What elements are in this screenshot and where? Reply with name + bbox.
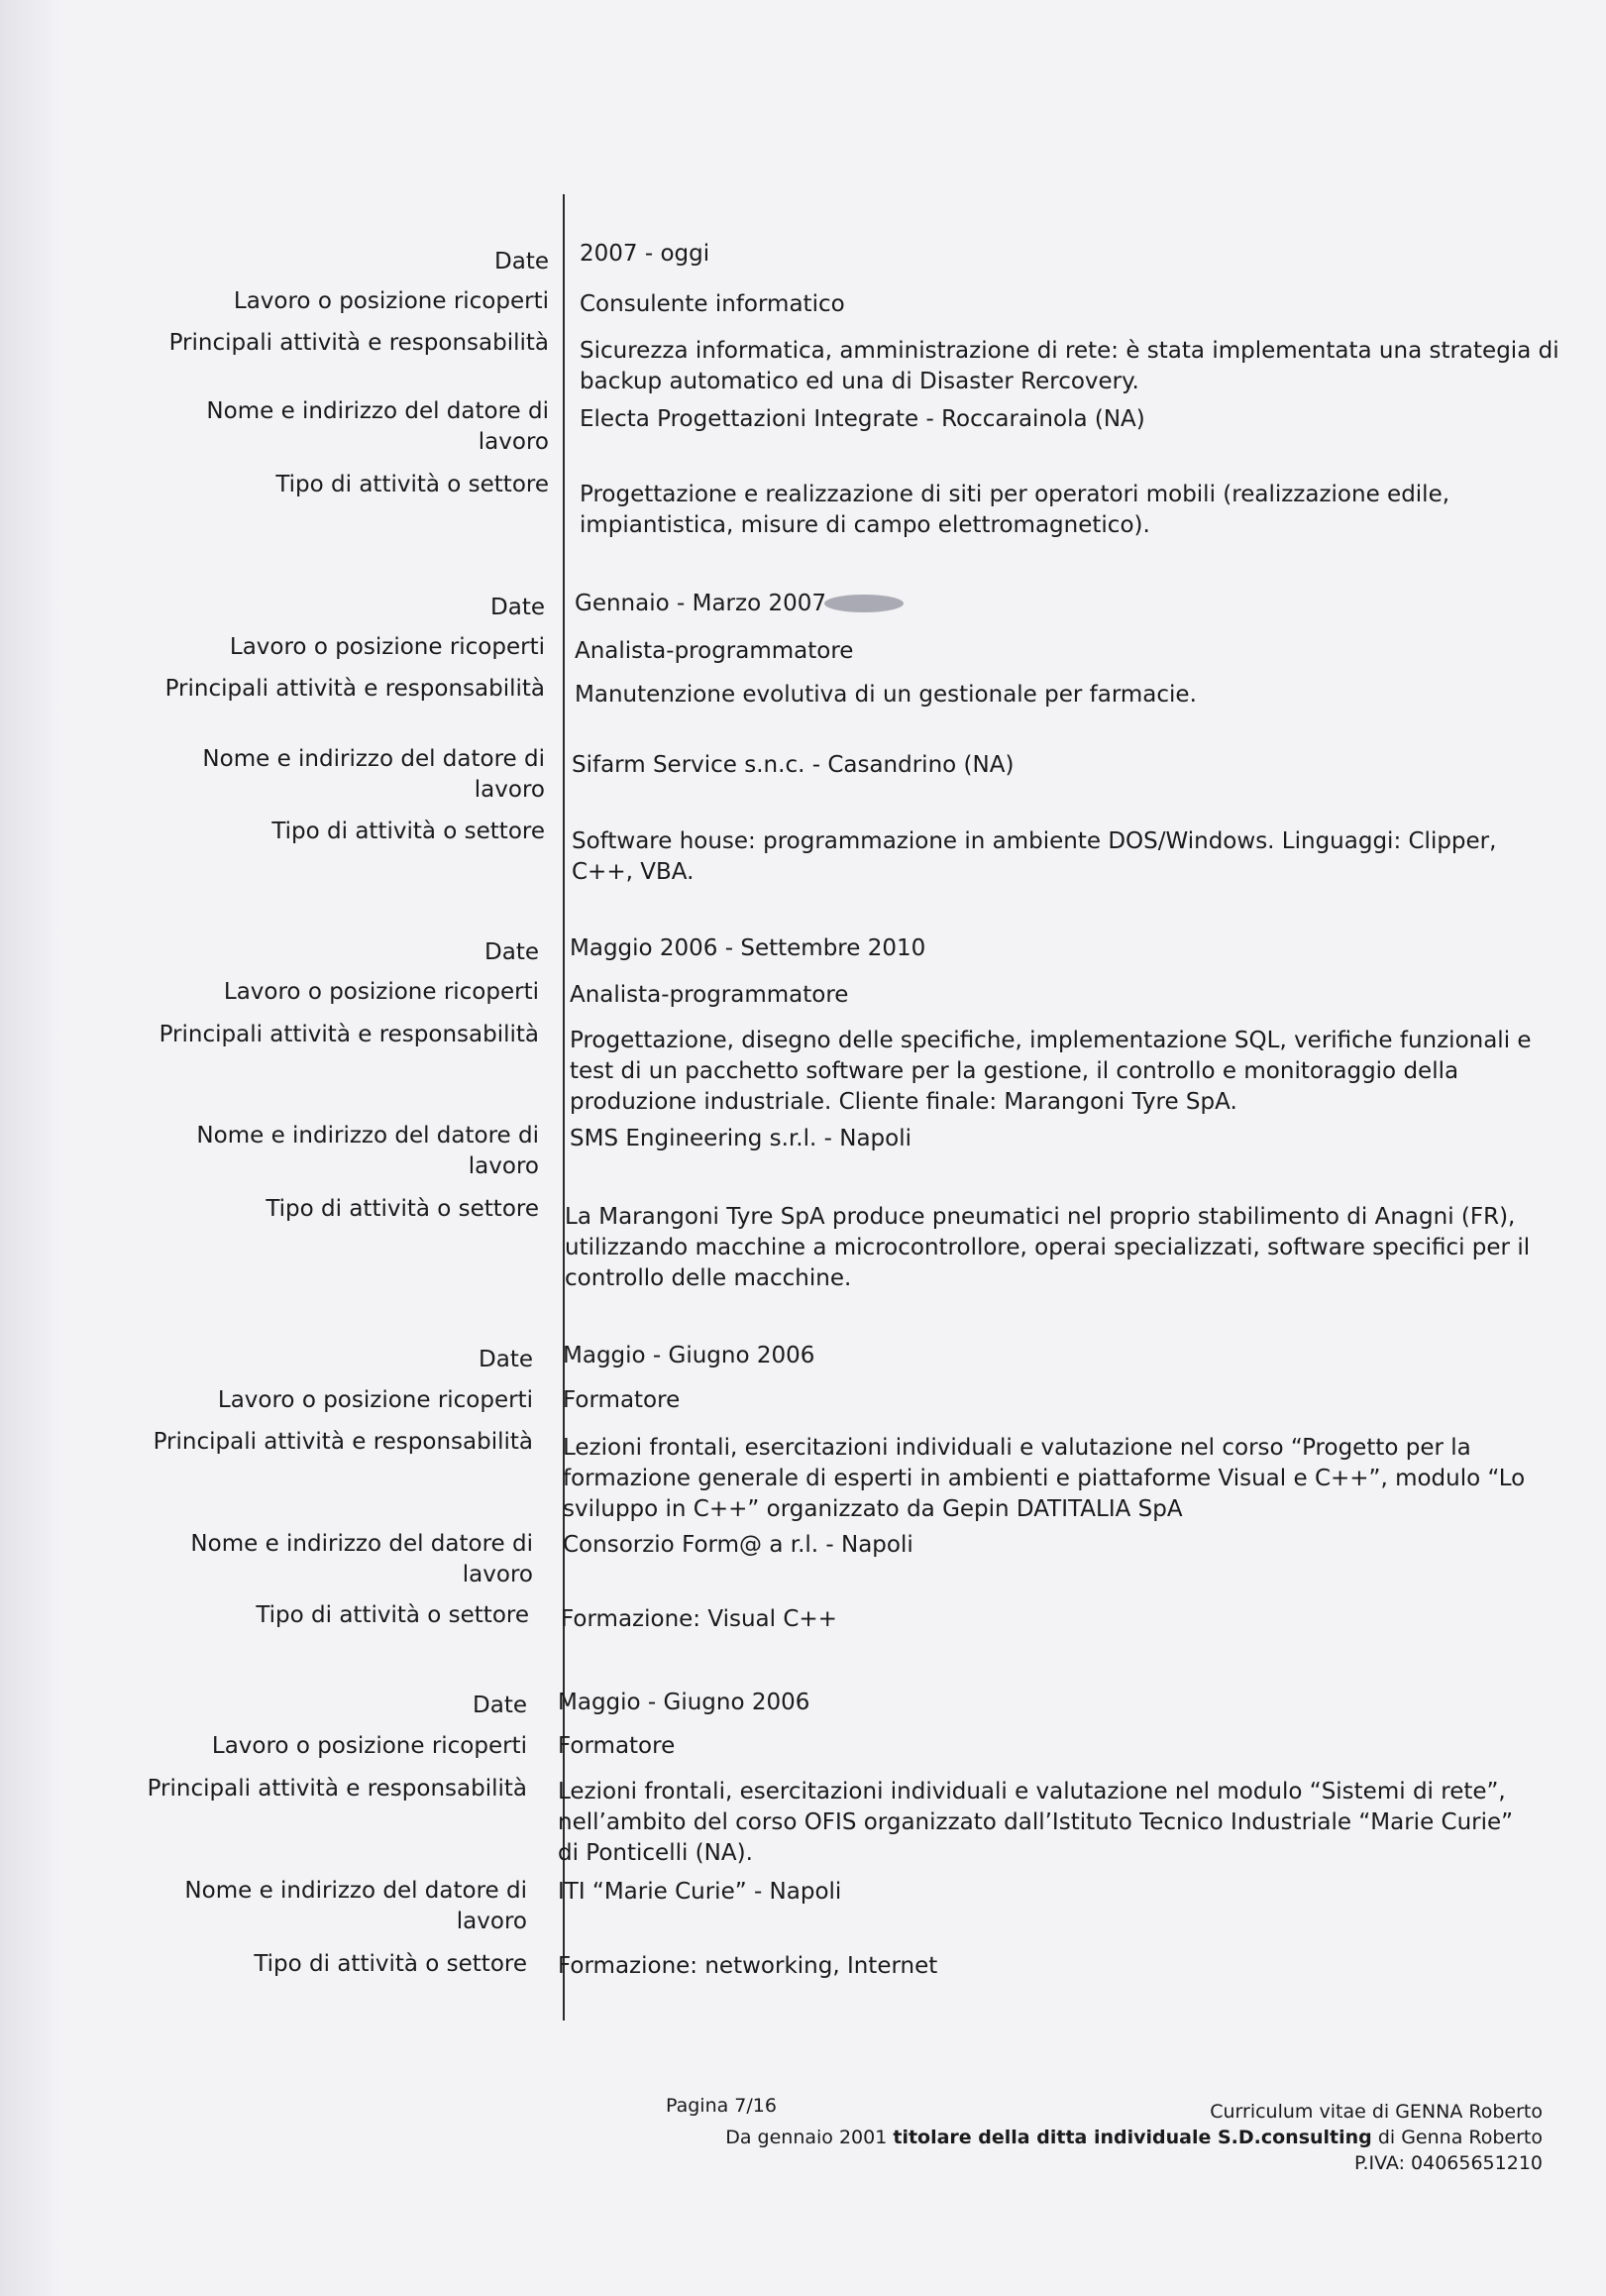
sector-value: Formazione: Visual C++: [561, 1606, 837, 1632]
employer-value: Sifarm Service s.n.c. - Casandrino (NA): [572, 752, 1015, 778]
position-label: Lavoro o posizione ricoperti: [211, 1733, 527, 1759]
position-value: Formatore: [558, 1733, 676, 1759]
date-label: Date: [473, 1693, 527, 1718]
employer-value: ITI “Marie Curie” - Napoli: [558, 1879, 842, 1905]
cv-title: Curriculum vitae di GENNA Roberto: [1210, 2101, 1543, 2123]
cv-footer: [651, 2099, 1543, 2176]
date-label: Date: [490, 595, 545, 620]
position-value: Formatore: [563, 1387, 681, 1413]
position-value: Consulente informatico: [580, 291, 845, 317]
activities-value: Lezioni frontali, esercitazioni individuali e valutazione nel modulo “Sistemi di rete”, nell’ambito del corso OFIS organizzato dall’Istituto Tecnico Industriale “Marie Curie” di Ponticelli (NA).: [558, 1779, 1514, 1866]
activities-label: Principali attività e responsabilità: [168, 330, 549, 356]
sector-value: Software house: programmazione in ambiente DOS/Windows. Linguaggi: Clipper, C++, VBA.: [572, 828, 1497, 885]
position-value: Analista-programmatore: [575, 638, 854, 664]
activities-value: Sicurezza informatica, amministrazione di rete: è stata implementata una strategia di backup automatico ed una di Disaster Rercovery.: [580, 338, 1559, 394]
position-label: Lavoro o posizione ricoperti: [229, 634, 545, 660]
activities-label: Principali attività e responsabilità: [159, 1022, 539, 1047]
sector-label: Tipo di attività o settore: [266, 1196, 539, 1222]
scan-edge: [0, 0, 59, 2296]
date-label: Date: [484, 939, 539, 965]
activities-label: Principali attività e responsabilità: [147, 1776, 527, 1802]
date-value: Maggio 2006 - Settembre 2010: [570, 935, 926, 961]
position-value: Analista-programmatore: [570, 982, 849, 1008]
employer-value: SMS Engineering s.r.l. - Napoli: [570, 1126, 911, 1151]
sector-value: Progettazione e realizzazione di siti per operatori mobili (realizzazione edile, impiantistica, misure di campo elettromagnetico).: [580, 482, 1450, 538]
employer-label: Nome e indirizzo del datore di lavoro: [202, 746, 545, 803]
activities-value: Progettazione, disegno delle specifiche, implementazione SQL, verifiche funzionali e test di un pacchetto software per la gestione, il controllo e monitoraggio della produzione industriale. Cliente finale: Marangoni Tyre SpA.: [570, 1028, 1532, 1115]
company-name: titolare della ditta individuale S.D.consulting: [893, 2127, 1372, 2148]
date-value: 2007 - oggi: [580, 241, 710, 267]
activities-value: Manutenzione evolutiva di un gestionale per farmacie.: [575, 682, 1197, 708]
activities-label: Principali attività e responsabilità: [164, 676, 545, 702]
sector-value: Formazione: networking, Internet: [558, 1953, 938, 1979]
date-label: Date: [479, 1347, 533, 1372]
sector-label: Tipo di attività o settore: [275, 472, 549, 497]
vat-number: P.IVA: 04065651210: [1354, 2152, 1543, 2174]
employer-label: Nome e indirizzo del datore di lavoro: [184, 1878, 527, 1934]
position-label: Lavoro o posizione ricoperti: [233, 288, 549, 314]
page-number: Pagina 7/16: [666, 2095, 777, 2117]
activities-value: Lezioni frontali, esercitazioni individuali e valutazione nel corso “Progetto per la formazione generale di esperti in ambienti e piattaforme Visual e C++”, modulo “Lo sviluppo in C++” organizzato da Gepin DATITALIA SpA: [563, 1435, 1526, 1522]
sector-label: Tipo di attività o settore: [271, 819, 545, 844]
sector-label: Tipo di attività o settore: [254, 1951, 527, 1977]
employer-value: Electa Progettazioni Integrate - Roccarainola (NA): [580, 406, 1145, 432]
date-value: Maggio - Giugno 2006: [563, 1343, 815, 1368]
sector-label: Tipo di attività o settore: [256, 1602, 529, 1628]
position-label: Lavoro o posizione ricoperti: [223, 979, 539, 1005]
activities-label: Principali attività e responsabilità: [153, 1429, 533, 1455]
date-label: Date: [494, 249, 549, 274]
employer-label: Nome e indirizzo del datore di lavoro: [190, 1531, 533, 1587]
employer-label: Nome e indirizzo del datore di lavoro: [196, 1123, 539, 1179]
employer-value: Consorzio Form@ a r.l. - Napoli: [563, 1532, 913, 1558]
company-prefix: Da gennaio 2001: [725, 2127, 894, 2148]
employer-label: Nome e indirizzo del datore di lavoro: [206, 398, 549, 455]
date-value: Maggio - Giugno 2006: [558, 1690, 810, 1715]
sector-value: La Marangoni Tyre SpA produce pneumatici nel proprio stabilimento di Anagni (FR), utilizzando macchine a microcontrollore, operai specializzati, software specifici per il controllo delle macchine.: [565, 1204, 1531, 1291]
company-suffix: di Genna Roberto: [1371, 2127, 1543, 2148]
date-value: Gennaio - Marzo 2007: [575, 591, 826, 616]
position-label: Lavoro o posizione ricoperti: [217, 1387, 533, 1413]
company-line: [651, 2125, 1543, 2150]
